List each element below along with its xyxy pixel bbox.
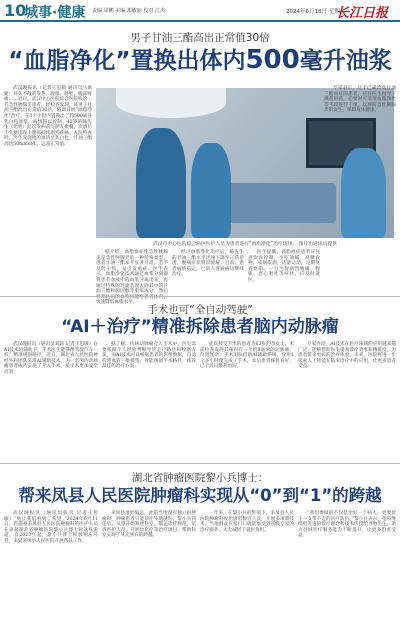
article3-headline: 帮来凤县人民医院肿瘤科实现从“0”到“1”的跨越	[18, 486, 382, 505]
page-number: 10	[4, 1, 27, 20]
article1-column-1: 武汉晚报讯（记者王思敏 通讯员马渝婕）持久不散的发热、腹胀、肠腔、腹部疼痛……近日，武汉中心医院综合医院收治一名急性胰腺炎患者，经检查发现，该男子甘油三酯高出正常值30倍，随即开展“血脂净化”治疗，在3个小时内置换出了约500毫升乳白色油浆，病情得以控制。42岁的陈先生（化姓）此次发病前与朋友聚餐，饮酒后不久便出现上腹部持续剧烈疼痛。入院检查时，医生发现他的血清呈乳白色，甘油三酯高达50mmol/L，远超正常值。	[4, 86, 92, 147]
article3-column-1: 武汉晚报讯（通讯员张雪 记者王思敏）“他让我们看到了希望。”2024年6月11日，恩施州来凤县人民医院肿瘤科的医护人员在谈起湖北省肿瘤医院黎小兵博士时这样说道。自2023年起，黎小兵博士积极响应号召，来到来凤县人民医院开展帮扶工作。	[4, 511, 98, 544]
article3-column-4: “我们要做的不仅是治好一个病人，更要留下一支带不走的医疗队伍。”黎小兵表示，他将继续把先进的诊疗理念和技术传授给当地医生，助力县域医疗服务能力不断提升，让更多患者受益。	[298, 511, 396, 539]
article3-column-2: 来凤县地处偏远，此前当地没有独立的肿瘤科，肿瘤患者只能前往外地就医。黎小兵到任后，从零开始筹建科室，制定诊疗规范，培训医护人员，开展放化疗等治疗项目，帮助科室实现了从无到有的跨越。	[102, 511, 196, 539]
article1-column-2: 据介绍，高脂血症性急性胰腺炎是急性胰腺炎的一种特殊类型，患者甘油三酯水平显著升高，若不及时干预，易引发重症。医生表示，血脂净化技术通过血浆分离器将患者血液中的血浆分离出来，再通过特殊的过滤装置去除其中的甘油三酯和胆固醇等脂质成分，然后将净化后的血浆回输至患者体内，快速降低血脂水平。	[96, 250, 168, 306]
article3-column-3: 一年来，在黎小兵的带领下，来凤县人民医院肿瘤科收治患者数百人次，开展多项新技术，当地群众在家门口就能享受到省级专家的诊疗服务，大大减轻了就医负担。	[200, 511, 294, 533]
article2-column-2: 据了解，传统动脉瘤介入手术中，医生需要根据个人经验判断导管走行路径和栓塞方案，而AI技术可以根据患者的影像数据，自动构建血管三维模型，智能规划手术路径，推荐最佳的治疗方案。	[102, 342, 196, 370]
article1-photo-caption: 武汉市中心医院综合病区医护人员为患者进行“血脂净化”治疗现场。 图片由通讯员提供	[153, 242, 337, 247]
article3-kicker: 湖北省肿瘤医院黎小兵博士：	[131, 472, 269, 484]
article1-headline-a: “血脂净化”置换出体内	[8, 48, 246, 74]
section-title: 城事·健康	[24, 5, 86, 21]
divider-1	[0, 296, 400, 297]
issue-date: 2024年6月18日 星期二	[286, 9, 346, 15]
article1-headline-num: 500	[245, 45, 300, 75]
article1-column-4: 医生提醒，高脂血症患者应注意饮食控制，少吃油腻、高糖食物，戒烟限酒，适量运动，定期复查血脂。一旦出现剧烈腹痛、腹胀、恶心呕吐等症状，应及时就医。	[248, 250, 320, 283]
divider-2	[0, 463, 400, 464]
article1-headline	[0, 45, 400, 76]
article1-column-3: 经过血脂净化治疗后，陈先生的甘油三酯水平迅速下降至正常范围，腹痛症状明显缓解。目前，患者病情稳定，已转入普通病房继续治疗。	[172, 250, 244, 278]
page-header	[0, 0, 400, 22]
article1-headline-b: 毫升油浆	[299, 48, 392, 74]
article1-column-5: 专家表示，对于已确诊高甘油三酯血症的患者，应在医生指导下规范用药，必要时可采用血脂净化等手段进行干预，以预防急性胰腺炎的发生，保障身体健康。	[324, 86, 396, 114]
staff-credits: 责编 周鹏 美编 郑敏丽 校对 江杰	[92, 8, 165, 14]
newspaper-logo: 长江日报	[336, 6, 389, 21]
article2-column-1: 武汉晚报讯（通讯员刘锦 记者王思敏）在AI技术的辅助下，手术医生能够像驾驶汽车一样，精准规划路径。近日，湖北省人民医院神经外科团队采用AI辅助技术，为一名颅内动脉瘤患者成功实施了介入手术，使手术更加安全高效。	[4, 342, 98, 375]
article2-column-4: 专家介绍，AI技术在医疗领域的应用越来越广泛，能够帮助医生提高诊疗效率和精准度，为患者带来更好的治疗体验。未来，医院将进一步探索人工智能在临床诊疗中的应用，让更多患者受益。	[298, 342, 396, 370]
article2-kicker: 手术也可“全自动驾驶”	[147, 304, 253, 316]
article2-headline: “AI＋治疗”精准拆除患者脑内动脉瘤	[61, 317, 339, 337]
article2-column-3: 此次接受手术的患者为62岁的李女士，术前检查发现其颅内有一个约8毫米的动脉瘤，位置复杂。手术团队借助AI辅助系统，仅用1个多小时便完成了手术，术后患者恢复良好，已于近日顺利出院。	[200, 342, 294, 370]
article1-kicker: 男子甘油三酯高出正常值30倍	[130, 32, 270, 44]
